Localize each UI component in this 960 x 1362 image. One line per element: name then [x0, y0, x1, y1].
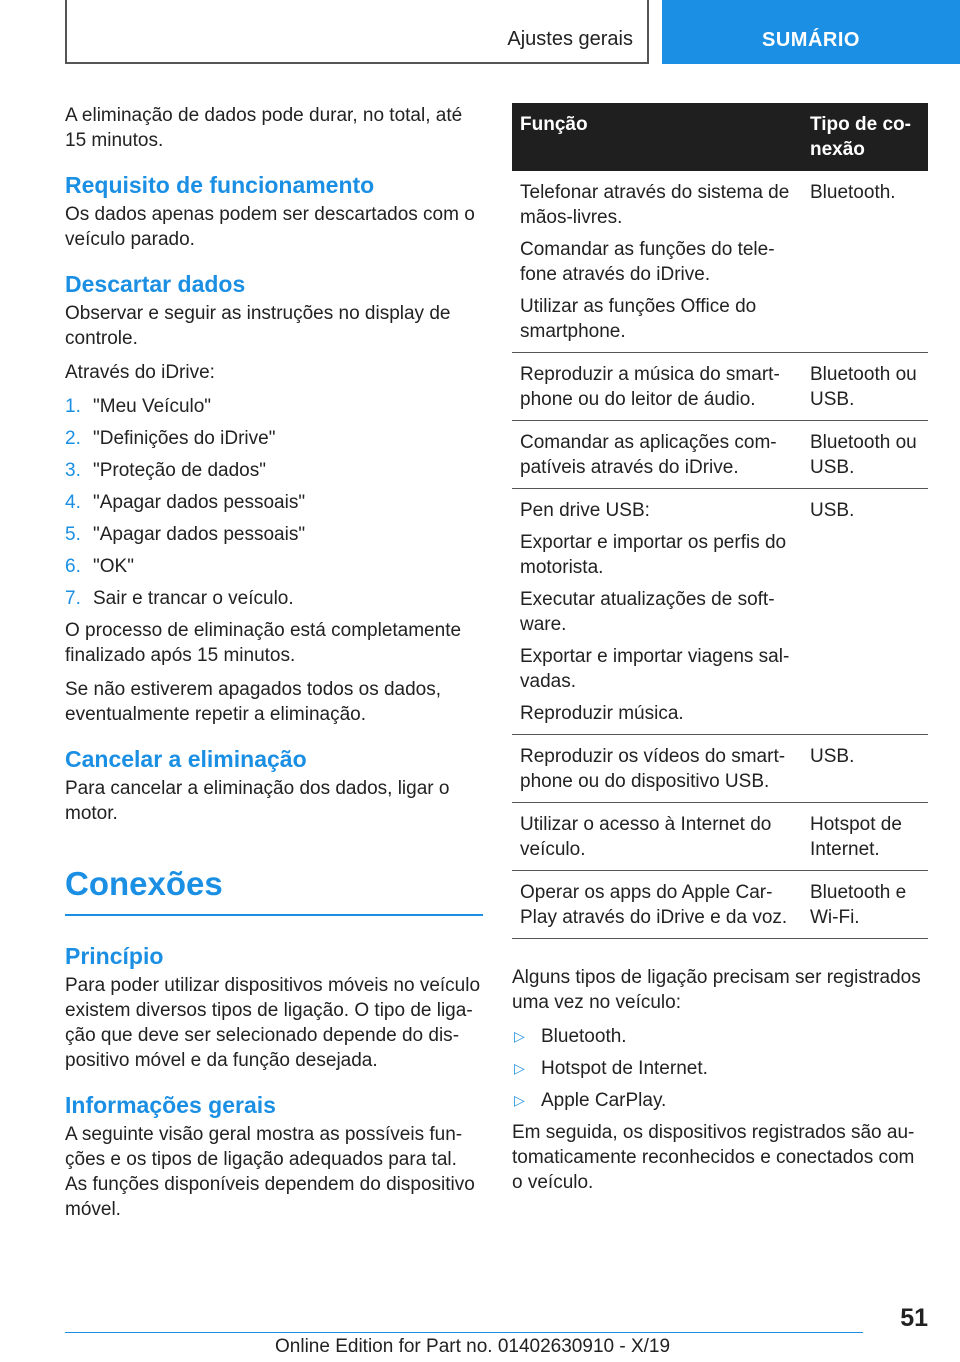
- function-line: Pen drive USB:: [520, 500, 650, 521]
- list-item: [65, 586, 483, 611]
- principle-text: Para poder utilizar dispositivos móveis no veículo existem diversos tipos de ligação. O tipo de ligação que deve ser selecionado depende do dispositivo móvel e da função desejada.: [65, 975, 481, 1071]
- step-number: 1.: [65, 396, 81, 417]
- table-row: [512, 353, 928, 421]
- function-cell: [512, 353, 802, 421]
- function-line: Utilizar o acesso à Internet do veículo.: [520, 814, 772, 860]
- table-row: [512, 803, 928, 871]
- function-cell: [512, 871, 802, 939]
- process-done-text: O processo de eliminação está completamente finalizado após 15 minutos.: [65, 620, 462, 666]
- footer-divider: [65, 1332, 863, 1333]
- function-line: Comandar as aplicações compatíveis através do iDrive.: [520, 432, 777, 478]
- step-text: "Apagar dados pessoais": [93, 524, 306, 545]
- connection-type-cell: Bluetooth ou USB.: [802, 421, 928, 489]
- bullet-text: Apple CarPlay.: [541, 1090, 667, 1111]
- triangle-bullet-icon: ▷: [514, 1028, 525, 1044]
- general-info-heading: Informações gerais: [65, 1092, 276, 1118]
- step-text: "Meu Veículo": [93, 396, 212, 417]
- step-number: 7.: [65, 588, 81, 609]
- table-row: [512, 735, 928, 803]
- list-item: [512, 1024, 928, 1049]
- register-text: Alguns tipos de ligação precisam ser registrados uma vez no veículo:: [512, 967, 921, 1013]
- function-line: Executar atualizações de software.: [520, 589, 775, 635]
- connection-type-cell: Bluetooth e Wi-Fi.: [802, 871, 928, 939]
- column-header-type: Tipo de conexão: [802, 103, 928, 171]
- step-text: "Definições do iDrive": [93, 428, 276, 449]
- list-item: [65, 426, 483, 451]
- table-row: [512, 421, 928, 489]
- requirement-text: Os dados apenas podem ser descartados com o veículo parado.: [65, 204, 475, 250]
- list-item: [65, 522, 483, 547]
- function-cell: [512, 803, 802, 871]
- registration-list: [512, 1024, 928, 1113]
- general-info-text: A seguinte visão geral mostra as possíveis funções e os tipos de ligação adequados para tal. As funções disponíveis dependem do dispositivo móvel.: [65, 1124, 475, 1220]
- table-row: [512, 489, 928, 735]
- cancel-text: Para cancelar a eliminação dos dados, ligar o motor.: [65, 778, 450, 824]
- function-line: Operar os apps do Apple CarPlay através do iDrive e da voz.: [520, 882, 788, 928]
- connection-type-cell: Bluetooth.: [802, 171, 928, 353]
- not-deleted-text: Se não estiverem apagados todos os dados, eventualmente repetir a eliminação.: [65, 679, 442, 725]
- list-item: [65, 490, 483, 515]
- bullet-text: Bluetooth.: [541, 1026, 627, 1047]
- step-number: 6.: [65, 556, 81, 577]
- triangle-bullet-icon: ▷: [514, 1060, 525, 1076]
- list-item: [65, 554, 483, 579]
- step-text: "Proteção de dados": [93, 460, 266, 481]
- steps-list: [65, 394, 483, 611]
- connection-type-cell: USB.: [802, 735, 928, 803]
- column-header-function: Função: [512, 103, 802, 171]
- triangle-bullet-icon: ▷: [514, 1092, 525, 1108]
- function-line: Exportar e importar os perfis do motorista.: [520, 532, 787, 578]
- connections-table: [512, 103, 928, 939]
- step-number: 4.: [65, 492, 81, 513]
- function-line: Telefonar através do sistema de mãos-livres.: [520, 182, 790, 228]
- list-item: [512, 1056, 928, 1081]
- discard-heading: Descartar dados: [65, 271, 246, 297]
- discard-text: Observar e seguir as instruções no display de controle.: [65, 303, 451, 349]
- cancel-heading: Cancelar a eliminação: [65, 746, 307, 772]
- header-section-title: Ajustes gerais: [507, 28, 633, 50]
- header-box: [65, 0, 649, 64]
- function-line: Reproduzir a música do smartphone ou do leitor de áudio.: [520, 364, 780, 410]
- chapter-heading: Conexões: [65, 864, 483, 916]
- principle-heading: Princípio: [65, 943, 164, 969]
- function-line: Utilizar as funções Office do smartphone.: [520, 296, 757, 342]
- table-row: [512, 171, 928, 353]
- summary-tab-label: SUMÁRIO: [762, 29, 860, 51]
- step-text: Sair e trancar o veículo.: [93, 588, 294, 609]
- page-number: 51: [900, 1304, 928, 1332]
- function-line: Reproduzir os vídeos do smartphone ou do dispositivo USB.: [520, 746, 786, 792]
- list-item: [512, 1088, 928, 1113]
- step-text: "Apagar dados pessoais": [93, 492, 306, 513]
- step-number: 2.: [65, 428, 81, 449]
- step-number: 5.: [65, 524, 81, 545]
- summary-tab[interactable]: [662, 0, 960, 64]
- list-item: [65, 394, 483, 419]
- connection-type-cell: Hotspot de Internet.: [802, 803, 928, 871]
- function-line: Reproduzir música.: [520, 703, 684, 724]
- step-text: "OK": [93, 556, 134, 577]
- intro-text: A eliminação de dados pode durar, no total, até 15 minutos.: [65, 105, 463, 151]
- step-number: 3.: [65, 460, 81, 481]
- connection-type-cell: Bluetooth ou USB.: [802, 353, 928, 421]
- bullet-text: Hotspot de Internet.: [541, 1058, 708, 1079]
- function-line: Exportar e importar viagens salvadas.: [520, 646, 790, 692]
- right-column: [512, 103, 928, 1204]
- table-header-row: [512, 103, 928, 171]
- function-line: Comandar as funções do telefone através do iDrive.: [520, 239, 775, 285]
- via-idrive-text: Através do iDrive:: [65, 362, 215, 383]
- footer-edition-text: Online Edition for Part no. 01402630910 - X/19: [275, 1336, 671, 1357]
- requirement-heading: Requisito de funcionamento: [65, 172, 375, 198]
- connection-type-cell: USB.: [802, 489, 928, 735]
- left-column: [65, 103, 483, 1231]
- function-cell: [512, 421, 802, 489]
- table-row: [512, 871, 928, 939]
- function-cell: [512, 735, 802, 803]
- function-cell: [512, 171, 802, 353]
- list-item: [65, 458, 483, 483]
- function-cell: [512, 489, 802, 735]
- after-registration-text: Em seguida, os dispositivos registrados são automaticamente reconhecidos e conectados com o veículo.: [512, 1122, 915, 1193]
